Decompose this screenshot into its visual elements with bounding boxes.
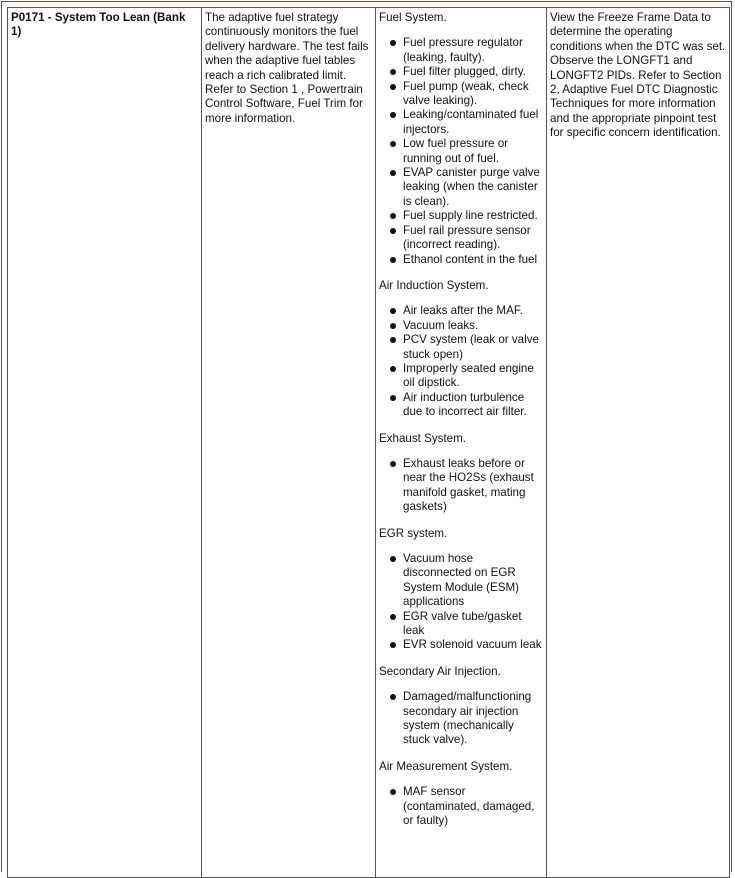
list-item: Fuel filter plugged, dirty.	[388, 65, 543, 79]
cause-section	[379, 11, 543, 267]
cause-section	[379, 432, 543, 515]
cause-section-title: Exhaust System.	[379, 431, 466, 445]
diagnostic-action: View the Freeze Frame Data to determine the operating conditions when the DTC was set. Observe the LONGFT1 and LONGFT2 PIDs. Refer to Section 2, Adaptive Fuel DTC Diagnostic Techniques for more information and the appropriate pinpoint test for specific concern identification.	[550, 11, 726, 140]
diagnostic-action-cell	[547, 8, 730, 878]
list-item: Air leaks after the MAF.	[388, 304, 543, 318]
list-item: Exhaust leaks before or near the HO2Ss (exhaust manifold gasket, mating gaskets)	[388, 457, 543, 515]
possible-causes-list	[379, 11, 543, 829]
list-item: Vacuum hose disconnected on EGR System Module (ESM) applications	[388, 552, 543, 610]
list-item: PCV system (leak or valve stuck open)	[388, 333, 543, 362]
cause-section-title: Air Induction System.	[379, 278, 489, 292]
cause-list	[379, 36, 543, 267]
cause-section	[379, 665, 543, 748]
list-item: Ethanol content in the fuel	[388, 253, 543, 267]
list-item: Damaged/malfunctioning secondary air injection system (mechanically stuck valve).	[388, 690, 543, 748]
dtc-description: The adaptive fuel strategy continuously monitors the fuel delivery hardware. The test fails when the adaptive fuel tables reach a rich calibrated limit. Refer to Section 1 , Powertrain Control Software, Fuel Trim for more information.	[205, 11, 369, 125]
list-item: Vacuum leaks.	[388, 319, 543, 333]
cause-list	[379, 690, 543, 748]
cause-list	[379, 552, 543, 653]
cause-section	[379, 279, 543, 420]
list-item: Leaking/contaminated fuel injectors.	[388, 108, 543, 137]
cause-section-title: Air Measurement System.	[379, 759, 513, 773]
dtc-code-cell	[8, 8, 202, 878]
list-item: EVAP canister purge valve leaking (when the canister is clean).	[388, 166, 543, 209]
table-row	[8, 8, 730, 878]
cause-section	[379, 760, 543, 829]
list-item: EVR solenoid vacuum leak	[388, 638, 543, 652]
list-item: Improperly seated engine oil dipstick.	[388, 362, 543, 391]
list-item: Fuel supply line restricted.	[388, 209, 543, 223]
possible-causes-cell	[376, 8, 547, 878]
list-item: EGR valve tube/gasket leak	[388, 610, 543, 639]
cause-section-title: Secondary Air Injection.	[379, 664, 501, 678]
dtc-code-title: P0171 - System Too Lean (Bank 1)	[11, 11, 186, 39]
dtc-description-cell	[202, 8, 376, 878]
list-item: Fuel rail pressure sensor (incorrect reading).	[388, 224, 543, 253]
cause-section-title: EGR system.	[379, 526, 448, 540]
cause-section	[379, 527, 543, 653]
cause-list	[379, 304, 543, 419]
list-item: Air induction turbulence due to incorrect air filter.	[388, 391, 543, 420]
list-item: MAF sensor (contaminated, damaged, or faulty)	[388, 785, 543, 828]
list-item: Fuel pressure regulator (leaking, faulty).	[388, 36, 543, 65]
cause-list	[379, 785, 543, 828]
dtc-table	[7, 7, 730, 878]
list-item: Fuel pump (weak, check valve leaking).	[388, 80, 543, 109]
cause-section-title: Fuel System.	[379, 11, 447, 24]
list-item: Low fuel pressure or running out of fuel.	[388, 137, 543, 166]
cause-list	[379, 457, 543, 515]
